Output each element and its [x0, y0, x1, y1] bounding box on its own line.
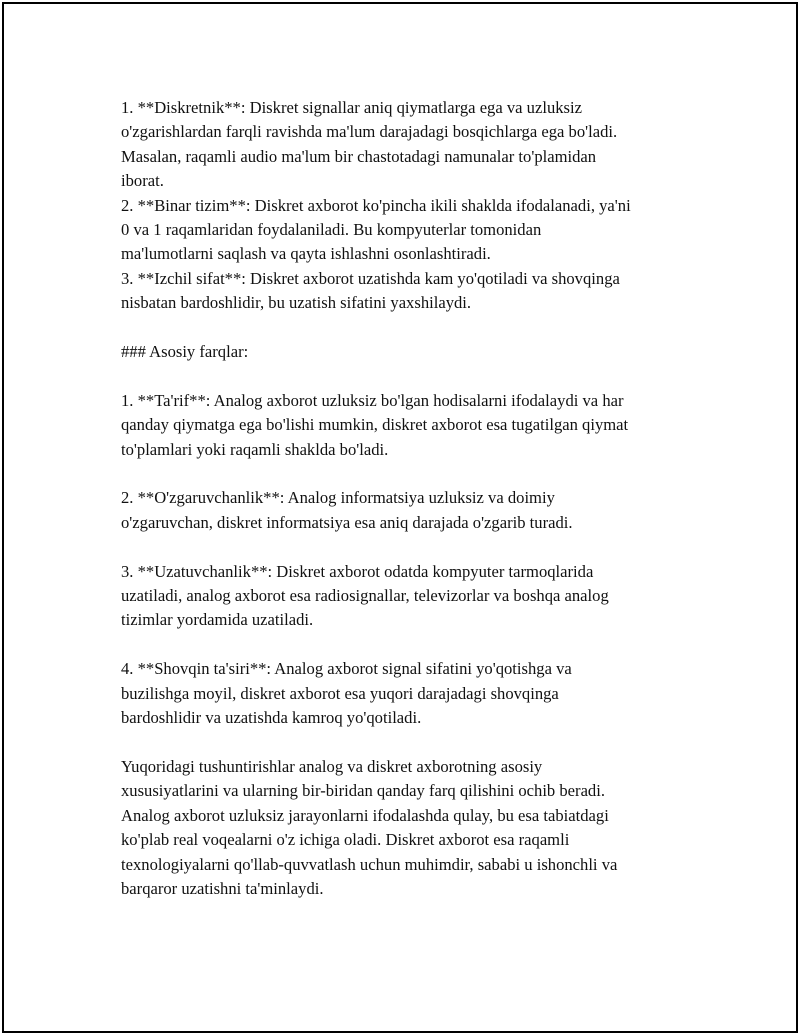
paragraph-gap: [121, 316, 696, 340]
text-line: o'zgaruvchan, diskret informatsiya esa aniq darajada o'zgarib turadi.: [121, 512, 573, 532]
text-line: iborat.: [121, 171, 164, 191]
text-line: ko'plab real voqealarni o'z ichiga oladi. Diskret axborot esa raqamli: [121, 830, 570, 850]
text-line: 4. **Shovqin ta'siri**: Analog axborot signal sifatini yo'qotishga va: [121, 659, 572, 679]
text-line: Masalan, raqamli audio ma'lum bir chastotadagi namunalar to'plamidan: [121, 146, 597, 166]
text-line: qanday qiymatga ega bo'lishi mumkin, diskret axborot esa tugatilgan qiymat: [121, 415, 629, 435]
text-line: to'plamlari yoki raqamli shaklda bo'ladi.: [121, 439, 389, 459]
difference-item-ozgaruvchanlik: [121, 486, 696, 535]
paragraph-gap: [121, 730, 696, 754]
text-line: nisbatan bardoshlidir, bu uzatish sifatini yaxshilaydi.: [121, 293, 472, 313]
difference-item-shovqin-tasiri: [121, 657, 696, 730]
page-frame: [2, 2, 798, 1033]
paragraph-gap: [121, 535, 696, 559]
text-line: 1. **Diskretnik**: Diskret signallar aniq qiymatlarga ega va uzluksiz: [121, 98, 582, 117]
difference-item-tarif: [121, 389, 696, 462]
paragraph-gap: [121, 633, 696, 657]
document-body: [121, 96, 696, 901]
paragraph-gap: [121, 462, 696, 486]
list-item-izchil-sifat: [121, 267, 696, 316]
text-line: 2. **O'zgaruvchanlik**: Analog informatsiya uzluksiz va doimiy: [121, 488, 555, 508]
list-item-diskretnik: [121, 96, 696, 194]
text-line: texnologiyalarni qo'llab-quvvatlash uchun muhimdir, sababi u ishonchli va: [121, 854, 618, 874]
list-item-binar-tizim: [121, 194, 696, 267]
text-line: tizimlar yordamida uzatiladi.: [121, 610, 314, 630]
text-line: bardoshlidir va uzatishda kamroq yo'qotiladi.: [121, 708, 422, 728]
text-line: 0 va 1 raqamlaridan foydalaniladi. Bu kompyuterlar tomonidan: [121, 220, 542, 240]
text-line: 3. **Uzatuvchanlik**: Diskret axborot odatda kompyuter tarmoqlarida: [121, 561, 594, 581]
text-line: ma'lumotlarni saqlash va qayta ishlashni osonlashtiradi.: [121, 244, 491, 264]
text-line: barqaror uzatishni ta'minlaydi.: [121, 878, 324, 898]
text-line: buzilishga moyil, diskret axborot esa yuqori darajadagi shovqinga: [121, 683, 559, 703]
text-line: uzatiladi, analog axborot esa radiosignallar, televizorlar va boshqa analog: [121, 586, 609, 606]
difference-item-uzatuvchanlik: [121, 560, 696, 633]
text-line: 3. **Izchil sifat**: Diskret axborot uzatishda kam yo'qotiladi va shovqinga: [121, 268, 620, 288]
section-heading: ### Asosiy farqlar:: [121, 342, 249, 362]
text-line: Analog axborot uzluksiz jarayonlarni ifodalashda qulay, bu esa tabiatdagi: [121, 805, 609, 825]
text-line: o'zgarishlardan farqli ravishda ma'lum darajadagi bosqichlarga ega bo'ladi.: [121, 122, 618, 142]
paragraph-gap: [121, 364, 696, 388]
text-line: 1. **Ta'rif**: Analog axborot uzluksiz bo'lgan hodisalarni ifodalaydi va har: [121, 390, 624, 410]
text-line: xususiyatlarini va ularning bir-biridan qanday farq qilishini ochib beradi.: [121, 781, 605, 801]
text-line: Yuqoridagi tushuntirishlar analog va diskret axborotning asosiy: [121, 756, 543, 776]
conclusion-paragraph: [121, 755, 696, 901]
text-line: 2. **Binar tizim**: Diskret axborot ko'pincha ikili shaklda ifodalanadi, ya'ni: [121, 195, 631, 215]
